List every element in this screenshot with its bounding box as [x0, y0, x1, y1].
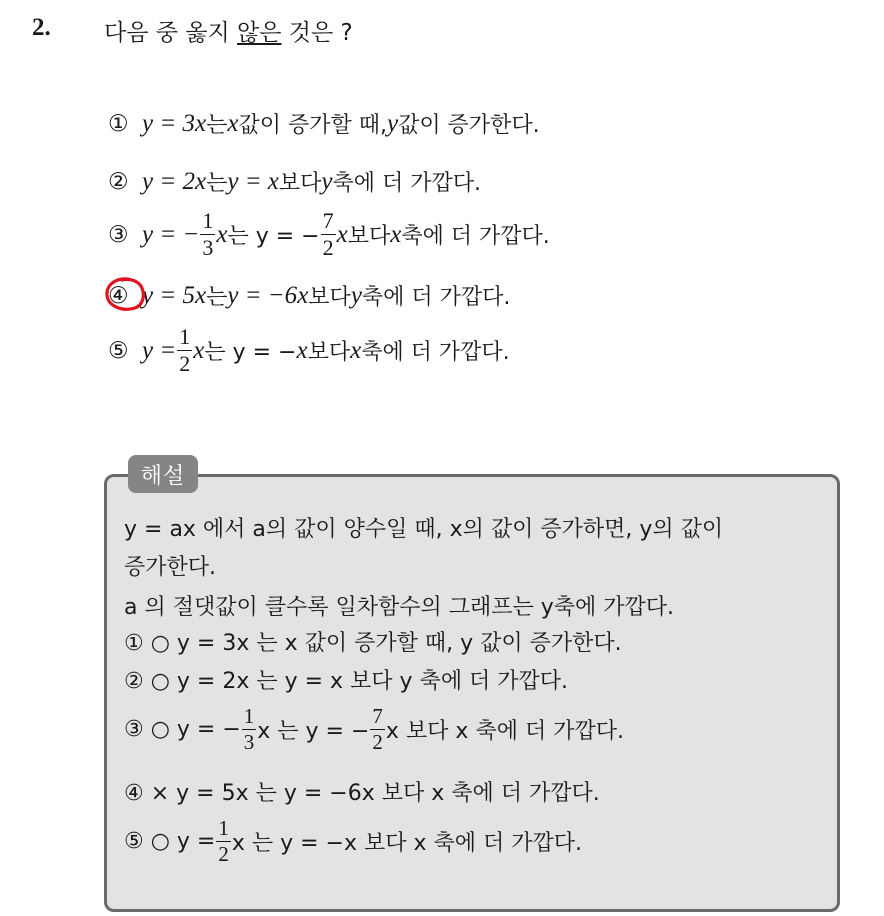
- fraction-denominator: 2: [322, 235, 334, 260]
- explanation-item-2: ② ○ y = 2x 는 y = x 보다 y 축에 더 가깝다.: [124, 669, 569, 694]
- option-text: 축에 더 가깝다.: [401, 224, 550, 249]
- option-text: 축에 더 가깝다.: [332, 171, 482, 196]
- option-math: y: [386, 109, 399, 137]
- option-text: 는: [206, 113, 228, 138]
- option-text: 는 y = −: [204, 340, 297, 365]
- option-mark: ①: [108, 110, 129, 137]
- option-text: 는: [206, 285, 228, 310]
- option-text: 는 y = −: [227, 224, 320, 249]
- option-math: y =: [142, 336, 177, 364]
- fraction-denominator: 3: [202, 235, 214, 260]
- fraction-numerator: 7: [372, 704, 383, 728]
- option-math: x: [216, 220, 228, 248]
- option-text: 보다: [278, 171, 322, 196]
- question-text-before: 다음 중 옳지: [104, 20, 238, 46]
- fraction-denominator: 2: [179, 351, 191, 376]
- option-mark: ⑤: [108, 337, 129, 364]
- option-text: 보다: [347, 224, 391, 249]
- option-text: 값이 증가할 때,: [238, 113, 387, 138]
- option-5[interactable]: [108, 326, 510, 375]
- option-math: y = 5: [142, 281, 195, 309]
- answer-circle-annotation: [102, 274, 148, 314]
- option-mark: ④: [108, 282, 129, 309]
- option-math: y = x: [227, 167, 279, 195]
- option-text: 는: [206, 171, 228, 196]
- fraction-numerator: 1: [202, 208, 214, 233]
- option-2[interactable]: [108, 166, 481, 197]
- fraction: [370, 706, 385, 753]
- question-number: 2.: [32, 14, 51, 41]
- question-text: [104, 14, 353, 47]
- fraction-numerator: 1: [218, 816, 229, 840]
- explanation-line-3: a 의 절댓값이 클수록 일차함수의 그래프는 y축에 가깝다.: [124, 595, 674, 620]
- option-math: x: [296, 336, 308, 364]
- fraction-denominator: 3: [243, 730, 255, 754]
- item-text: x 보다 x 축에 더 가깝다.: [385, 719, 624, 744]
- option-math: x: [194, 167, 207, 195]
- explanation-item-1: ① ○ y = 3x 는 x 값이 증가할 때, y 값이 증가한다.: [124, 631, 622, 656]
- option-text: 보다: [308, 285, 351, 310]
- fraction-numerator: 7: [322, 208, 334, 233]
- option-math: y = −: [142, 220, 200, 248]
- fraction: [200, 210, 215, 259]
- option-math: x: [336, 220, 348, 248]
- fraction-denominator: 2: [372, 730, 383, 754]
- option-text: 값이 증가한다.: [398, 113, 540, 138]
- option-math: x: [350, 336, 362, 364]
- option-text: 축에 더 가깝다.: [361, 340, 510, 365]
- fraction-numerator: 1: [243, 704, 255, 728]
- option-math: y: [321, 167, 333, 195]
- option-math: x: [227, 109, 239, 137]
- explanation-item-3: [124, 706, 624, 753]
- option-math: x: [194, 281, 207, 309]
- fraction: [321, 210, 336, 259]
- item-text: x 는 y = −x 보다 x 축에 더 가깝다.: [231, 831, 583, 856]
- option-math: x: [390, 220, 402, 248]
- option-3[interactable]: [108, 210, 550, 259]
- option-1[interactable]: [108, 108, 540, 139]
- explanation-line-1: y = ax 에서 a의 값이 양수일 때, x의 값이 증가하면, y의 값이: [124, 517, 724, 542]
- option-math: y: [350, 281, 362, 309]
- item-text: ③ ○ y = −: [124, 717, 241, 742]
- option-mark: ③: [108, 221, 129, 248]
- explanation-line-2: 증가한다.: [124, 555, 217, 580]
- option-math: x: [194, 109, 207, 137]
- question-text-after: 것은 ?: [281, 20, 353, 46]
- fraction-denominator: 2: [218, 842, 229, 866]
- option-math: x: [193, 336, 205, 364]
- option-math: y = −6: [227, 281, 298, 309]
- option-math: y = 2: [142, 167, 195, 195]
- fraction: [242, 706, 257, 753]
- explanation-item-5: [124, 818, 582, 865]
- option-text: 축에 더 가깝다.: [361, 285, 511, 310]
- fraction: [216, 818, 231, 865]
- option-text: 보다: [307, 340, 351, 365]
- option-math: y = 3: [142, 109, 195, 137]
- item-text: ⑤ ○ y =: [124, 829, 216, 854]
- fraction: [177, 326, 192, 375]
- explanation-tag: 해설: [128, 455, 198, 493]
- question-text-underlined: 않은: [237, 20, 282, 46]
- option-4[interactable]: [108, 280, 510, 311]
- option-math: x: [297, 281, 309, 309]
- option-mark: ②: [108, 168, 129, 195]
- item-text: x 는 y = −: [257, 719, 370, 744]
- explanation-item-4: ④ × y = 5x 는 y = −6x 보다 x 축에 더 가깝다.: [124, 781, 600, 806]
- fraction-numerator: 1: [179, 324, 191, 349]
